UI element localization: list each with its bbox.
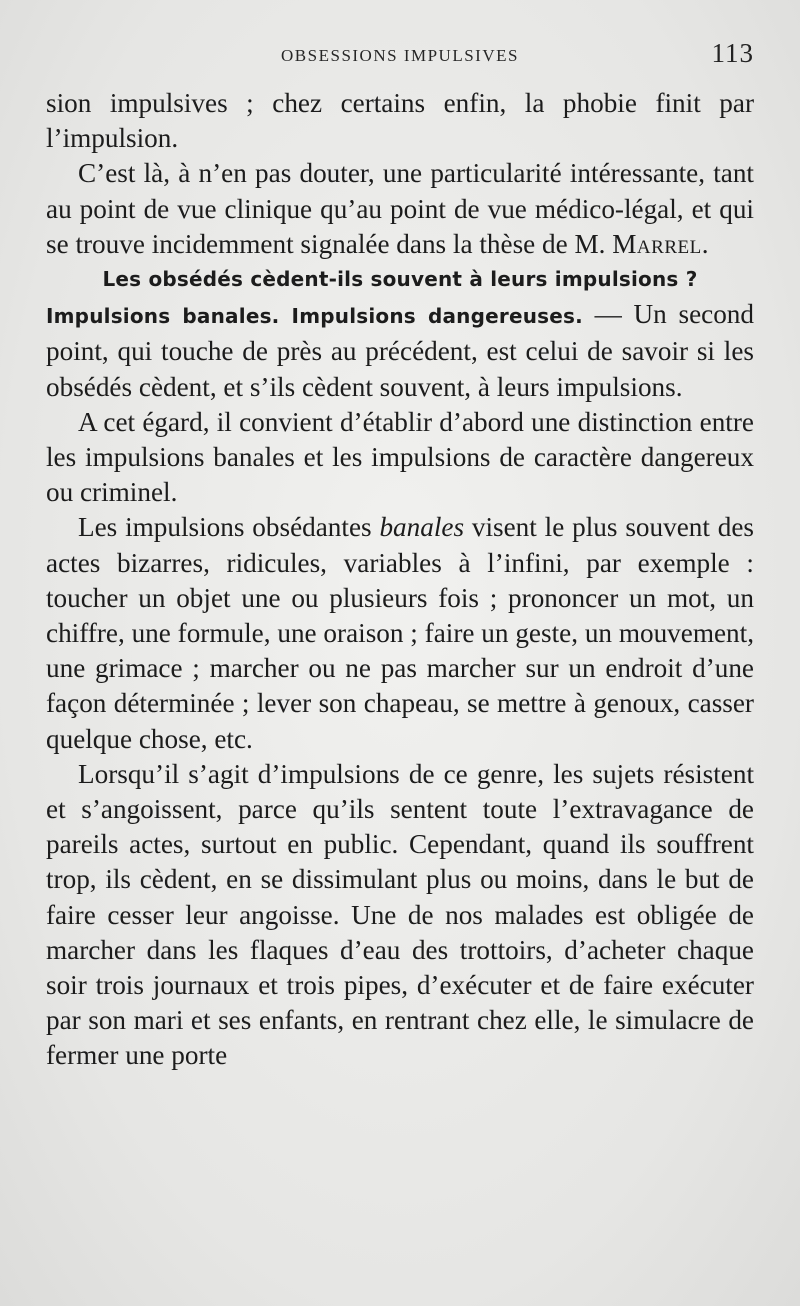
paragraph-banales [46, 510, 754, 756]
paragraph-section-text: — Un second point, qui touche de près au précédent, est celui de savoir si les obsédés cèdent, et s’ils cèdent souvent, à leurs impulsions. [46, 299, 754, 402]
author-name-marrel: Marrel [612, 228, 702, 259]
paragraph-banales-start: Les impulsions obsédantes [78, 512, 380, 543]
paragraph-banales-end: visent le plus souvent des actes bizarres, ridicules, variables à l’infini, par exemple : toucher un objet une ou plusieurs fois ; prononcer un mot, un chiffre, une formule, une oraison ; faire un geste, un mouvement, une grimace ; marcher ou ne pas marcher sur un endroit d’une façon déterminée ; lever son chapeau, se mettre à genoux, casser quelque chose, etc. [46, 512, 754, 754]
page-number: 113 [711, 38, 754, 68]
paragraph-marrel-text: C’est là, à n’en pas douter, une particularité intéressante, tant au point de vue clinique qu’au point de vue médico-légal, et qui se trouve incidemment signalée dans la thèse de M. [46, 158, 754, 259]
body-text [46, 86, 754, 1074]
paragraph-distinction: A cet égard, il convient d’établir d’abord une distinction entre les impulsions banales et les impulsions de caractère dangereux ou criminel. [46, 406, 754, 508]
italic-banales: banales [379, 512, 465, 543]
section-heading-line2: Impulsions banales. Impulsions dangereuses. [46, 304, 583, 329]
paragraph-lorsquil: Lorsqu’il s’agit d’impulsions de ce genre, les sujets résistent et s’angoissent, parce qu’ils sentent toute l’extravagance de pareils actes, surtout en public. Cependant, quand ils souffrent trop, ils cèdent, en se dissimulant plus ou moins, dans le but de faire cesser leur angoisse. Une de nos malades est obligée de marcher dans les flaques d’eau des trottoirs, d’acheter chaque soir trois journaux et trois pipes, d’exécuter et de faire exécuter par son mari et ses enfants, en rentrant chez elle, le simulacre de fermer une porte [46, 758, 754, 1071]
page-header [46, 40, 754, 74]
paragraph-marrel-end: . [701, 228, 709, 259]
paragraph-section [46, 262, 754, 405]
paragraph-marrel [46, 156, 754, 262]
section-heading-line1: Les obsédés cèdent-ils souvent à leurs impulsions ? [102, 267, 698, 292]
paragraph-continuation: sion impulsives ; chez certains enfin, la phobie finit par l’impulsion. [46, 88, 754, 154]
running-title: OBSESSIONS IMPULSIVES [281, 46, 519, 65]
